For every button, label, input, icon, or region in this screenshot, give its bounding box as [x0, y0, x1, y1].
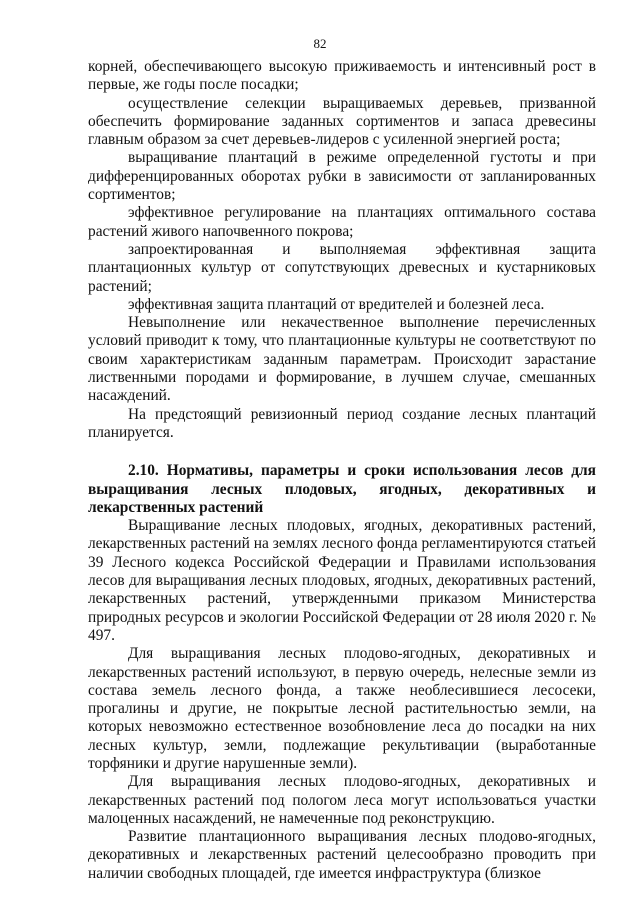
page-number: 82 — [313, 36, 327, 51]
list-item-density: выращивание плантаций в режиме определенной густоты и при дифференцированных оборотах рубки в зависимости от запланированных сортиментов; — [88, 149, 596, 204]
section-paragraph: Развитие плантационного выращивания лесных плодово-ягодных, декоративных и лекарственных растений целесообразно проводить при наличии свободных площадей, где имеется инфраструктура (близкое — [88, 828, 596, 882]
paragraph-plantation-plan: На предстоящий ревизионный период создание лесных плантаций планируется. — [88, 405, 596, 441]
paragraph-continuation: корней, обеспечивающего высокую приживаемость и интенсивный рост в первые, же годы после посадки; — [88, 58, 596, 94]
paragraph-nonfulfillment: Невыполнение или некачественное выполнение перечисленных условий приводит к тому, что плантационные культуры не соответствуют по своим характеристикам заданным параметрам. Происходит зарастание лиственными породами и формирование, в лучшем случае, смешанных насаждений. — [88, 314, 596, 405]
section-paragraph: Для выращивания лесных плодово-ягодных, декоративных и лекарственных растений под пологом леса могут использоваться участки малоценных насаждений, не намеченные под реконструкцию. — [88, 773, 596, 827]
list-item-protection-pests: эффективная защита плантаций от вредителей и болезней леса. — [128, 295, 545, 313]
list-item-protection-shrubs: запроектированная и выполняемая эффективная защита плантационных культур от сопутствующих древесных и кустарниковых растений; — [88, 240, 596, 295]
section-paragraph: Для выращивания лесных плодово-ягодных, декоративных и лекарственных растений используют, в первую очередь, нелесные земли из состава земель лесного фонда, а также необлесившиеся лесосеки, прогалины и другие, не покрытые лесной растительностью земли, на которых невозможно естественное возобновление леса до посадки на них лесных культур, земли, подлежащие рекультивации (выработанные торфяники и другие нарушенные земли). — [88, 645, 596, 772]
section-paragraph: Выращивание лесных плодовых, ягодных, декоративных растений, лекарственных растений на землях лесного фонда регламентируются статьей 39 Лесного кодекса Российской Федерации и Правилами использования лесов для выращивания лесных плодовых, ягодных, декоративных растений, лекарственных растений, утвержденными приказом Министерства природных ресурсов и экологии Российской Федерации от 28 июля 2020 г. № 497. — [88, 517, 596, 644]
section-heading: 2.10. Нормативы, параметры и сроки использования лесов для выращивания лесных плодовых, ягодных, декоративных и лекарственных растений — [88, 462, 596, 516]
list-item-ground-cover: эффективное регулирование на плантациях оптимального состава растений живого напочвенного покрова; — [88, 204, 596, 240]
document-body — [88, 58, 596, 883]
list-item-selection: осуществление селекции выращиваемых деревьев, призванной обеспечить формирование заданных сортиментов и запаса древесины главным образом за счет деревьев-лидеров с усиленной энергией роста; — [88, 94, 596, 149]
